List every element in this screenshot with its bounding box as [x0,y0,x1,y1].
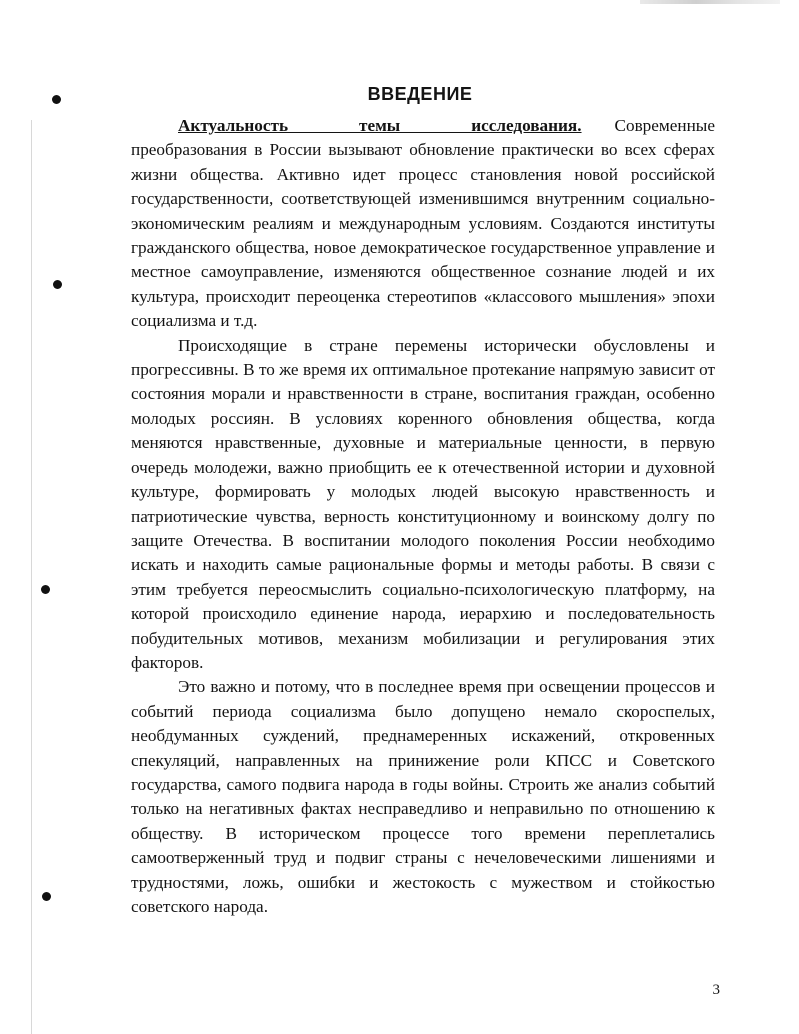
binding-edge-line [31,120,32,1034]
paragraph-3: Это важно и потому, что в последнее время при освещении процессов и событий периода социализма было допущено немало скороспелых, необдуманных суждений, преднамеренных искажений, откровенных спекуляций, направленных на принижение роли КПСС и Советского государства, самого подвига народа в годы войны. Строить же анализ событий только на негативных фактах несправедливо и неправильно по отношению к обществу. В историческом процессе того времени переплетались самоотверженный труд и подвиг страны с нечеловеческими лишениями и трудностями, ложь, ошибки и жестокость с мужеством и стойкостью советского народа. [131,677,715,916]
paragraph-1 [131,114,715,334]
scan-artifact [640,0,780,4]
page-number: 3 [712,982,720,998]
punch-hole-mark [52,95,61,104]
punch-hole-mark [53,280,62,289]
paragraph-2: Происходящие в стране перемены исторически обусловлены и прогрессивны. В то же время их оптимальное протекание напрямую зависит от состояния морали и нравственности в стране, воспитания граждан, особенно молодых россиян. В условиях коренного обновления общества, когда меняются нравственные, духовные и материальные ценности, в первую очередь молодежи, важно приобщить ее к отечественной истории и духовной культуре, формировать у молодых людей высокую нравственность и патриотические чувства, верность конституционному и воинскому долгу по защите Отечества. В воспитании молодого поколения России необходимо искать и находить самые рациональные формы и методы работы. В связи с этим требуется переосмыслить социально-психологическую платформу, на которой происходило единение народа, иерархию и последовательность побудительных мотивов, механизм мобилизации и регулирования этих факторов. [131,335,715,672]
punch-hole-mark [41,585,50,594]
punch-hole-mark [42,892,51,901]
page-title: ВВЕДЕНИЕ [367,84,473,104]
paragraph-1-text: Современные преобразования в России вызывают обновление практически во всех сферах жизни общества. Активно идет процесс становления новой российской государственности, соответствующей изменившимся внутренним социально-экономическим реалиям и международным условиям. Создаются институты гражданского общества, новое демократическое государственное управление и местное самоуправление, изменяются общественное сознание людей и их культура, происходит переоценка стереотипов «классового мышления» эпохи социализма и т.д. [131,116,715,331]
lead-term: Актуальность темы исследования. [178,116,582,135]
body-text [131,114,715,919]
